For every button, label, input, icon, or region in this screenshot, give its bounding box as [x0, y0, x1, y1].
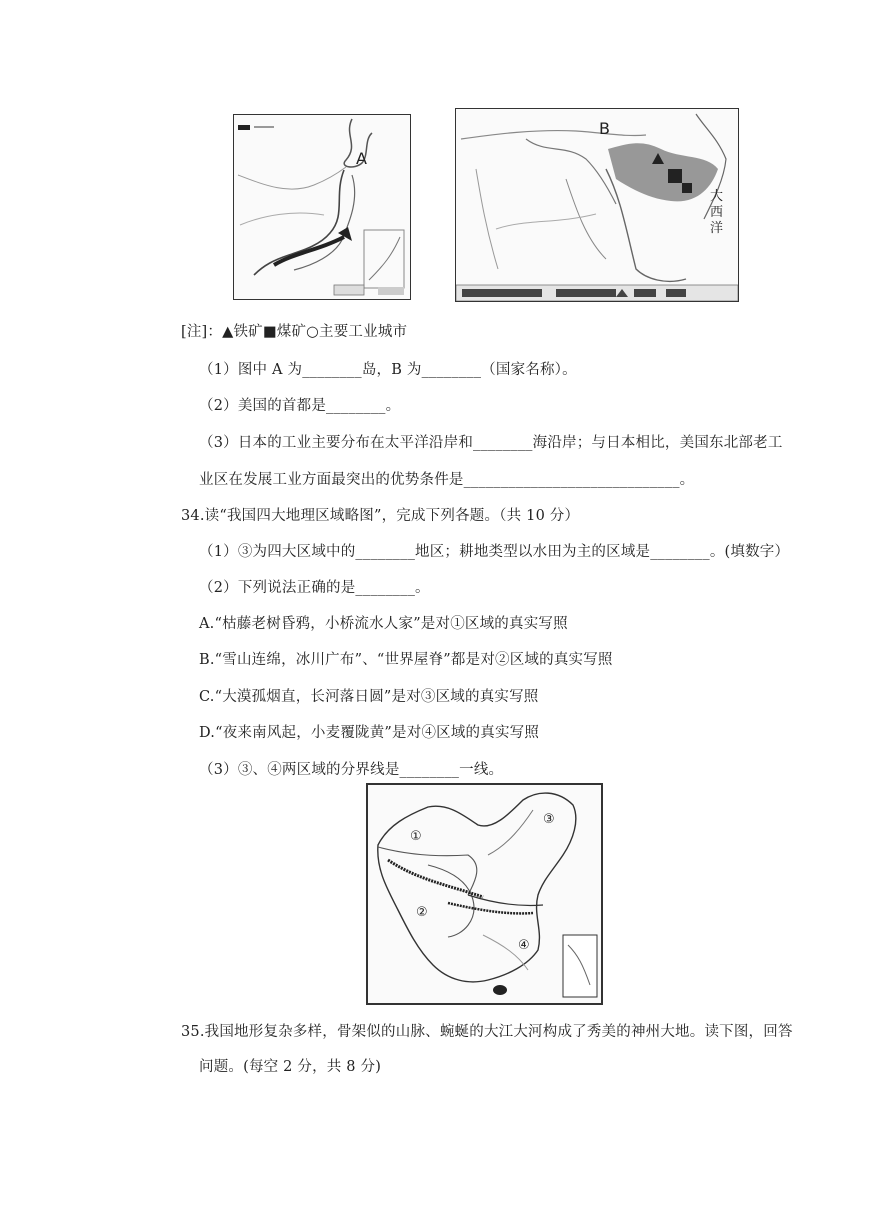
japan-map-drawing [234, 115, 410, 299]
q34-part1: （1）③为四大区域中的________地区；耕地类型以水田为主的区域是________。(填数字） [199, 544, 790, 560]
china-region-3: ③ [543, 812, 555, 827]
usa-map-drawing [456, 109, 738, 301]
usa-ocean-label: 大西洋 [710, 189, 724, 236]
china-region-2: ② [416, 905, 428, 920]
japan-map [233, 114, 411, 300]
q33-part3-line1: （3）日本的工业主要分布在太平洋沿岸和________海沿岸；与日本相比，美国东北部老工 [199, 435, 783, 451]
legend-swatch [238, 125, 250, 130]
map-legend-note: [注]：▲铁矿■煤矿○主要工业城市 [181, 324, 408, 340]
china-region-4: ④ [518, 938, 530, 953]
japan-label-a: A [356, 149, 367, 168]
q33-part3-line2: 业区在发展工业方面最突出的优势条件是_____________________________。 [199, 472, 695, 488]
china-map-drawing [368, 785, 601, 1003]
q35-line2: 问题。(每空 2 分，共 8 分) [199, 1059, 382, 1075]
q34-part3: （3）③、④两区域的分界线是________一线。 [199, 762, 504, 778]
q34-stem: 34.读“我国四大地理区域略图”，完成下列各题。（共 10 分） [181, 508, 580, 524]
china-region-1: ① [410, 829, 422, 844]
china-regions-map [366, 783, 603, 1005]
q34-option-b: B.“雪山连绵，冰川广布”、“世界屋脊”都是对②区域的真实写照 [199, 652, 613, 668]
q34-option-a: A.“枯藤老树昏鸦，小桥流水人家”是对①区域的真实写照 [199, 616, 568, 632]
q34-option-d: D.“夜来南风起，小麦覆陇黄”是对④区域的真实写照 [199, 725, 540, 741]
q33-part1: （1）图中 A 为________岛，B 为________（国家名称）。 [199, 362, 577, 378]
q35-line1: 35.我国地形复杂多样，骨架似的山脉、蜿蜒的大江大河构成了秀美的神州大地。读下图，回答 [181, 1024, 793, 1040]
q34-part2: （2）下列说法正确的是________。 [199, 580, 430, 596]
q34-option-c: C.“大漠孤烟直，长河落日圆”是对③区域的真实写照 [199, 689, 539, 705]
usa-map [455, 108, 739, 302]
usa-label-b: B [599, 119, 610, 138]
q33-part2: （2）美国的首都是________。 [199, 398, 401, 414]
